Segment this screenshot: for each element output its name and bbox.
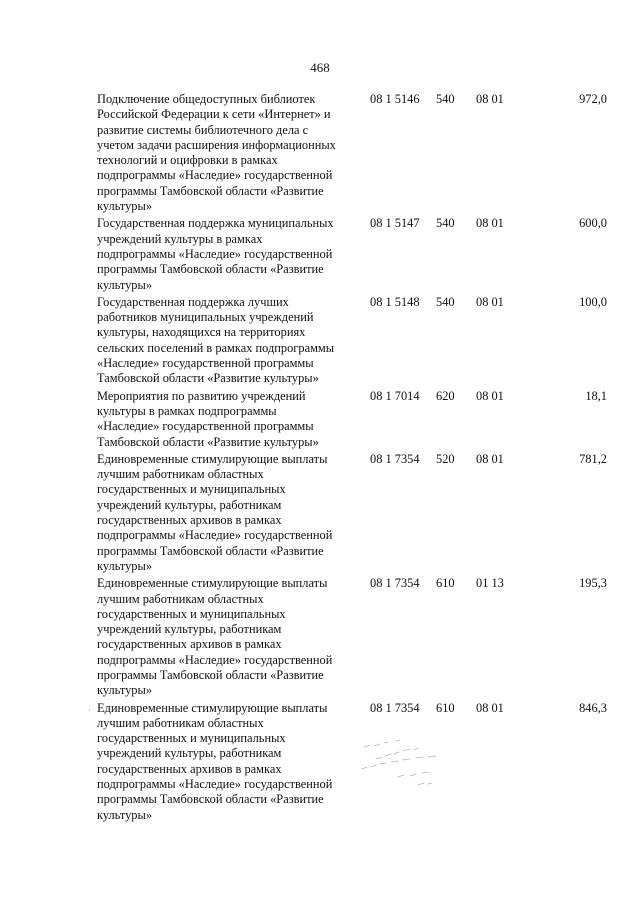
- row-amount: 600,0: [579, 216, 607, 231]
- row-expense-type: 520: [436, 451, 455, 466]
- table-row: [97, 389, 607, 450]
- row-target-article: 08 1 5147: [370, 216, 420, 231]
- row-amount: 100,0: [579, 294, 607, 309]
- row-expense-type: 540: [436, 92, 455, 106]
- row-name: Единовременные стимулирующие выплаты лучшим работникам областных государственных и муниципальных учреждений культуры, работникам государственных архивов в рамках подпрограммы «Наследие» государственной программы Тамбовской области «Развитие культуры»: [97, 700, 333, 822]
- row-amount: 18,1: [585, 388, 607, 403]
- row-target-article: 08 1 7354: [370, 576, 420, 591]
- row-expense-type: 610: [436, 700, 455, 715]
- row-name: Единовременные стимулирующие выплаты лучшим работникам областных государственных и муниципальных учреждений культуры, работникам государственных архивов в рамках подпрограммы «Наследие» государственной программы Тамбовской области «Развитие культуры»: [97, 451, 333, 573]
- margin-mark: ·: [88, 706, 91, 715]
- row-expense-type: 620: [436, 388, 455, 403]
- budget-table: [97, 92, 607, 825]
- row-target-article: 08 1 7354: [370, 700, 420, 715]
- row-target-article: 08 1 5148: [370, 294, 420, 309]
- row-name: Единовременные стимулирующие выплаты лучшим работникам областных государственных и муниципальных учреждений культуры, работникам государственных архивов в рамках подпрограммы «Наследие» государственной программы Тамбовской области «Развитие культуры»: [97, 576, 333, 698]
- row-target-article: 08 1 7014: [370, 388, 420, 403]
- row-section: 01 13: [476, 576, 504, 591]
- table-row: [97, 295, 607, 387]
- table-row: [97, 216, 607, 292]
- row-amount: 781,2: [579, 451, 607, 466]
- row-name: Мероприятия по развитию учреждений культуры в рамках подпрограммы «Наследие» государственной программы Тамбовской области «Развитие культуры»: [97, 388, 319, 449]
- row-name: Государственная поддержка лучших работников муниципальных учреждений культуры, находящихся на территориях сельских поселений в рамках подпрограммы «Наследие» государственной программы Тамбовской области «Развитие культуры»: [97, 294, 335, 386]
- faint-stamp: [358, 733, 454, 795]
- table-row: [97, 452, 607, 574]
- table-row: [97, 701, 607, 823]
- row-section: 08 01: [476, 216, 504, 231]
- table-row: [97, 92, 607, 214]
- row-section: 08 01: [476, 294, 504, 309]
- row-target-article: 08 1 5146: [370, 92, 420, 106]
- row-amount: 195,3: [579, 576, 607, 591]
- row-section: 08 01: [476, 451, 504, 466]
- row-name: Подключение общедоступных библиотек Российской Федерации к сети «Интернет» и развитие системы библиотечного дела с учетом задачи расширения информационных технологий и оцифровки в рамках подпрограммы «Наследие» государственной программы Тамбовской области «Развитие культуры»: [97, 92, 336, 214]
- row-expense-type: 540: [436, 294, 455, 309]
- row-name: Государственная поддержка муниципальных учреждений культуры в рамках подпрограммы «Наследие» государственной программы Тамбовской области «Развитие культуры»: [97, 216, 334, 292]
- row-expense-type: 610: [436, 576, 455, 591]
- row-target-article: 08 1 7354: [370, 451, 420, 466]
- page-number: 468: [310, 60, 330, 75]
- row-amount: 846,3: [579, 700, 607, 715]
- row-expense-type: 540: [436, 216, 455, 231]
- row-section: 08 01: [476, 92, 504, 106]
- table-row: [97, 576, 607, 698]
- row-amount: 972,0: [579, 92, 607, 106]
- row-section: 08 01: [476, 388, 504, 403]
- row-section: 08 01: [476, 700, 504, 715]
